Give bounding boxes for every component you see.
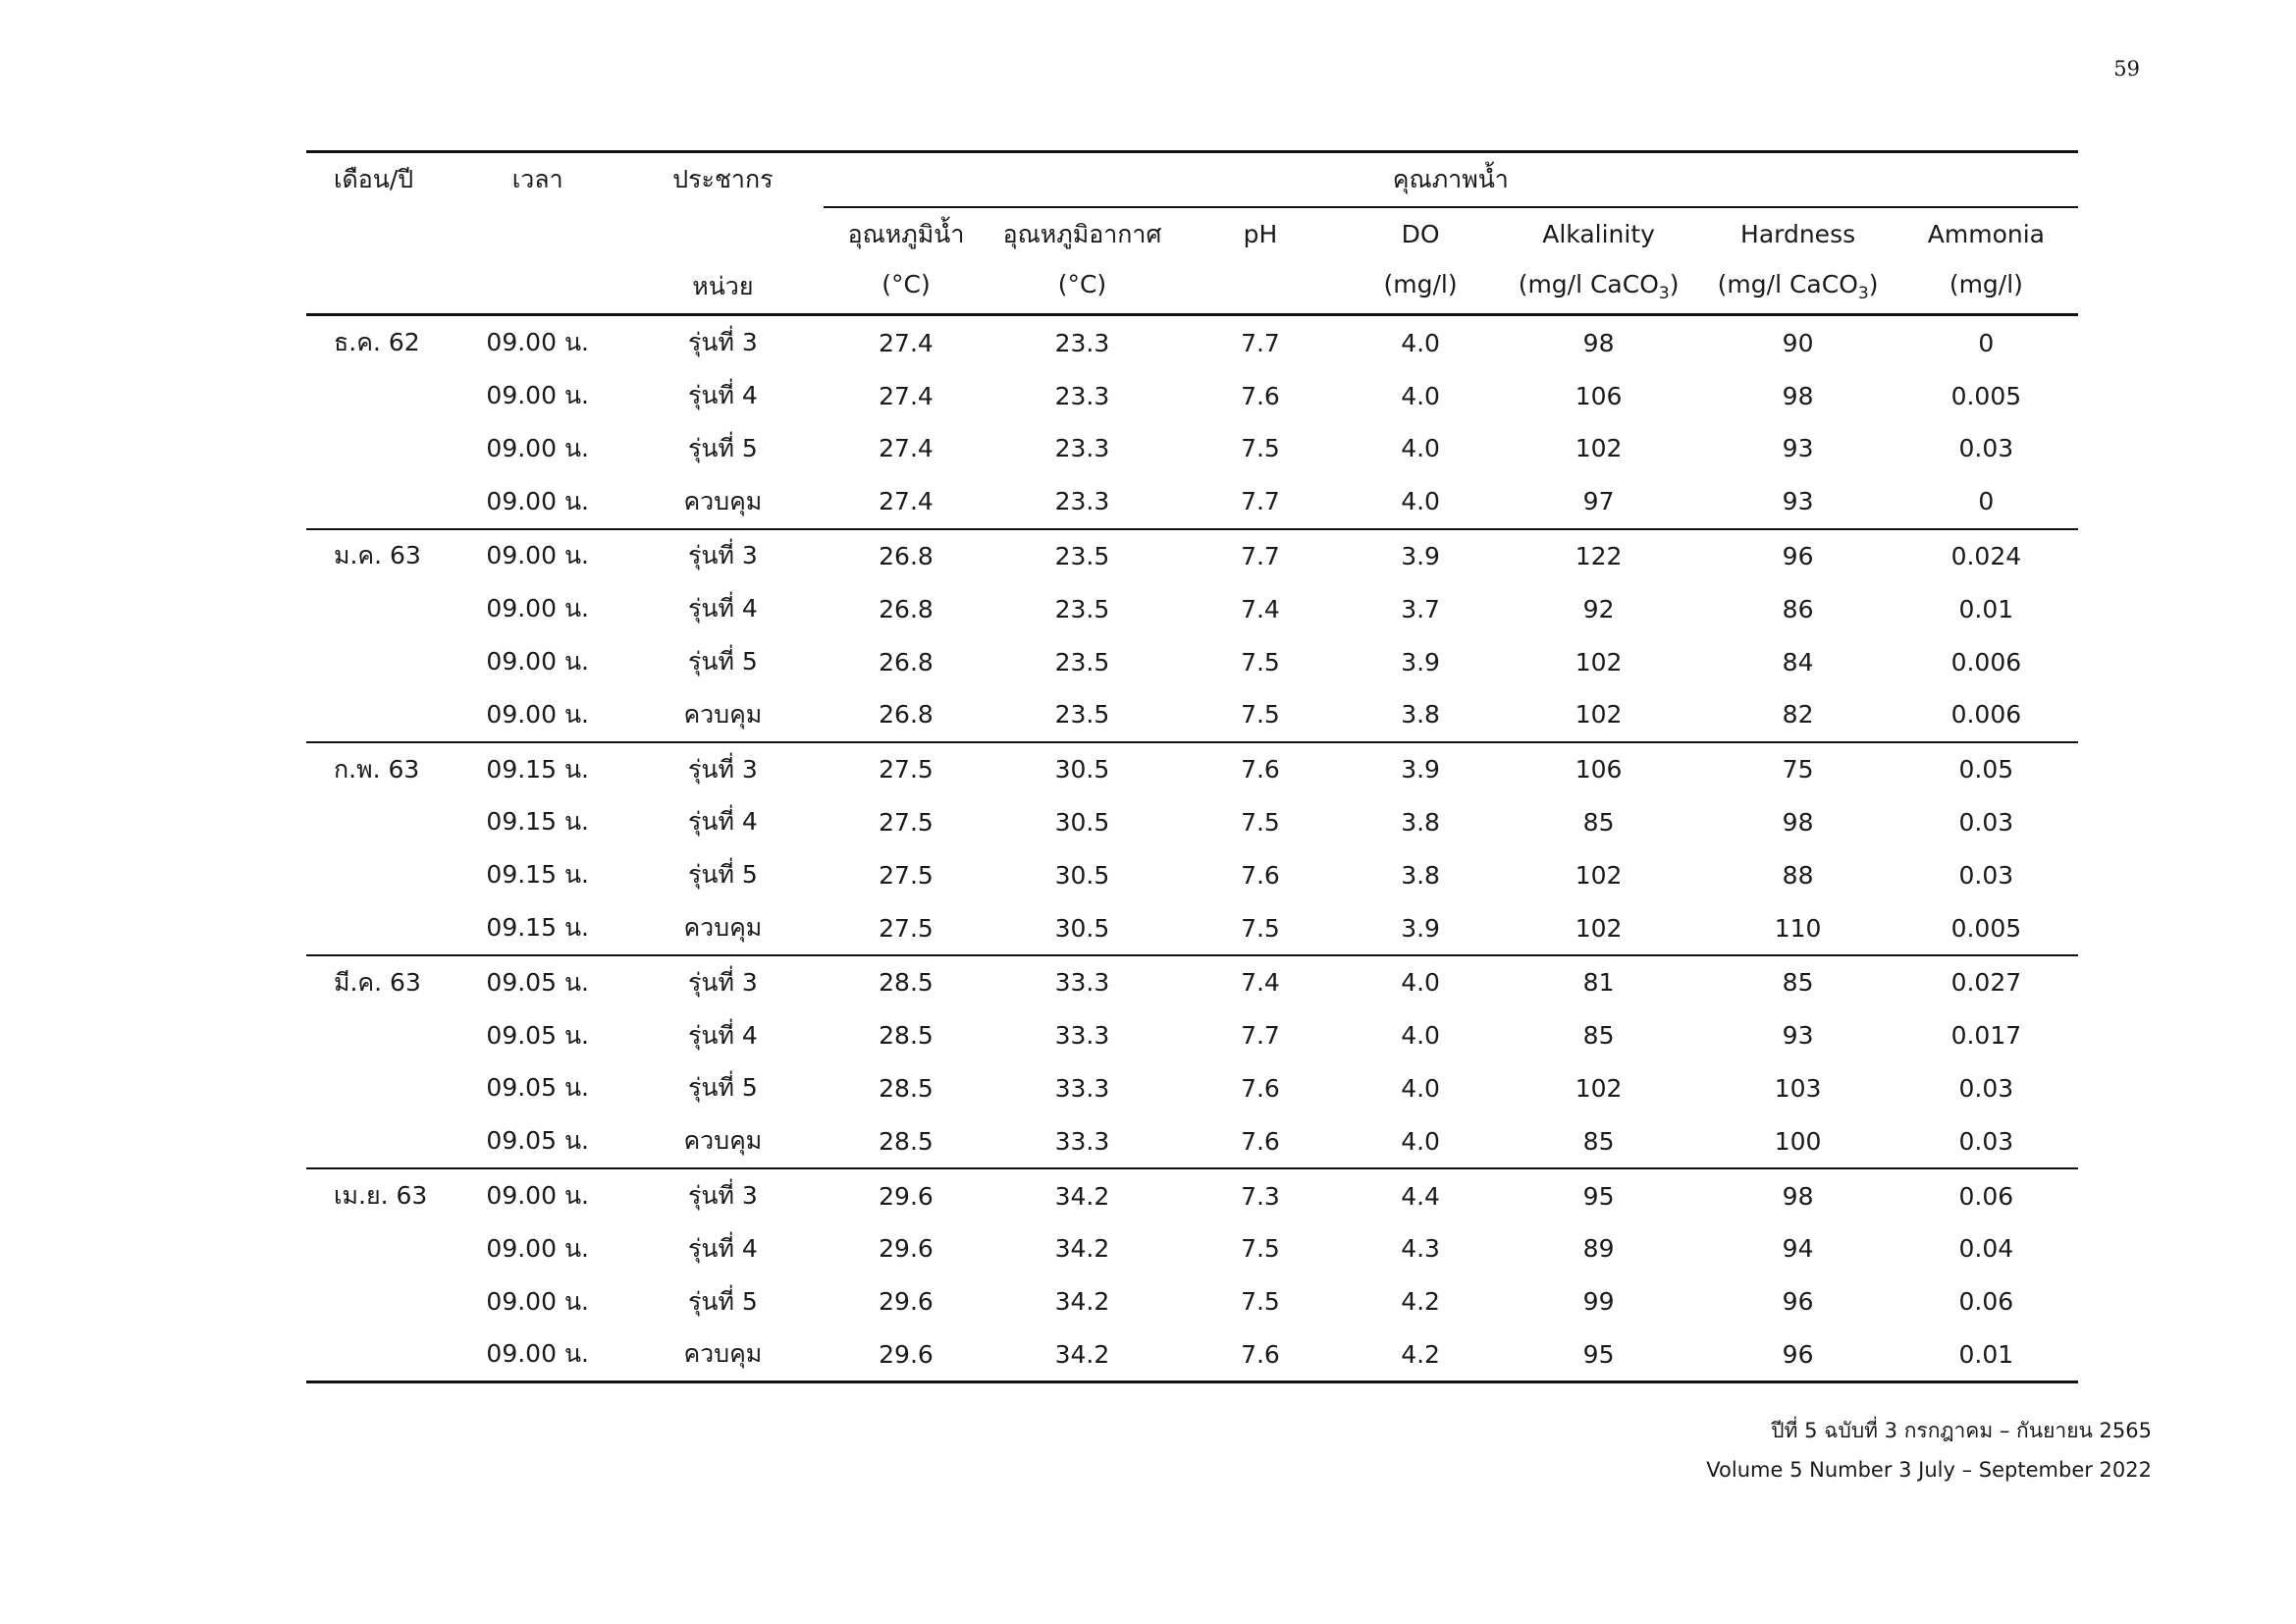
cell-month [306,369,453,422]
table-cell: 3.9 [1401,541,1440,570]
table-cell: 0.005 [1895,901,2078,955]
table-cell: 0.006 [1950,647,2022,677]
table-cell: 4.3 [1401,1234,1440,1264]
table-cell: 98 [1782,1181,1814,1211]
table-cell: 93 [1701,475,1894,529]
cell-month [306,582,453,635]
table-cell: 3.9 [1401,647,1440,677]
table-cell: 7.6 [1241,860,1280,890]
table-cell: รุ่นที่ 5 [687,1073,758,1103]
table-cell: 27.4 [879,328,934,357]
table-cell: 86 [1782,594,1814,623]
table-cell: 0.027 [1950,968,2022,998]
table-cell: 7.6 [1241,755,1280,785]
cell-month [306,1222,453,1275]
table-cell: 0.06 [1958,1181,2014,1211]
table-cell: 09.05 น. [486,1073,589,1103]
table-cell: 09.00 น. [486,1181,589,1211]
cell-month [306,796,453,849]
table-cell: 82 [1701,688,1894,742]
table-cell: 106 [1575,381,1623,410]
unit-tail: ) [1669,270,1680,299]
header-time: เวลา [453,152,622,207]
header-population: ประชากร [622,152,824,207]
table-cell: 92 [1582,594,1615,623]
table-cell: 09.00 น. [453,1328,622,1382]
table-cell: 29.6 [879,1234,934,1264]
table-cell: 0.006 [1895,688,2078,742]
table-cell: 23.5 [988,688,1175,742]
table-cell: 7.7 [1241,1021,1280,1051]
table-cell: 96 [1782,1287,1814,1317]
table-cell: 09.00 น. [486,1286,589,1316]
table-cell: 4.0 [1345,475,1495,529]
water-quality-table-container [306,150,2078,1383]
table-cell: 7.6 [1176,1114,1346,1168]
header-spacer [453,207,622,261]
table-cell: รุ่นที่ 5 [687,860,758,890]
table-cell: 0 [1895,475,2078,529]
table-cell: 09.00 น. [486,541,589,570]
table-cell: 0.04 [1958,1234,2014,1264]
cell-month [306,635,453,688]
table-cell: 0.01 [1895,1328,2078,1382]
header-column-unit [1895,261,2078,315]
table-row [306,1114,2078,1168]
table-row [306,635,2078,688]
table-cell: 28.5 [879,1021,934,1051]
table-cell: 0.03 [1958,434,2014,463]
table-cell: 90 [1782,328,1814,357]
table-cell: 98 [1782,381,1814,410]
table-cell: ควบคุม [622,901,824,955]
table-header [306,152,2078,315]
table-cell: 7.7 [1176,475,1346,529]
table-cell: 4.2 [1401,1287,1440,1317]
table-row [306,529,2078,583]
table-cell: 85 [1496,1114,1702,1168]
footer-english-issue: Volume 5 Number 3 July – September 2022 [1706,1458,2152,1482]
table-cell: รุ่นที่ 4 [687,1233,758,1263]
table-row [306,475,2078,529]
header-column-unit [1496,261,1702,315]
table-row [306,1168,2078,1222]
table-cell: 97 [1496,475,1702,529]
table-cell: รุ่นที่ 4 [687,1020,758,1050]
cell-month [306,688,453,742]
table-cell: 99 [1582,1287,1615,1317]
table-cell: 27.5 [824,901,989,955]
table-body [306,315,2078,1382]
table-cell: 26.8 [879,594,934,623]
table-cell: 27.4 [879,434,934,463]
table-cell: 85 [1782,968,1814,998]
cell-month: เม.ย. 63 [334,1181,428,1211]
table-cell: 34.2 [988,1328,1175,1382]
table-row [306,955,2078,1009]
table-cell: 29.6 [879,1181,934,1211]
cell-month [306,1062,453,1115]
cell-month [306,1328,453,1382]
table-cell: 94 [1782,1234,1814,1264]
header-unit-label: หน่วย [622,261,824,315]
table-cell: 0.017 [1950,1021,2022,1051]
table-cell: 09.00 น. [486,381,589,410]
table-cell: 85 [1582,807,1615,837]
table-cell: รุ่นที่ 3 [687,967,758,997]
table-cell: รุ่นที่ 5 [687,647,758,677]
table-cell: 28.5 [879,968,934,998]
table-cell: รุ่นที่ 4 [687,807,758,837]
table-cell: ควบคุม [622,1114,824,1168]
table-cell: 30.5 [1054,807,1110,837]
cell-month: ม.ค. 63 [334,541,421,570]
header-column-name: DO [1345,207,1495,261]
table-cell: รุ่นที่ 5 [687,1286,758,1316]
table-cell: 7.5 [1176,901,1346,955]
cell-month [306,422,453,475]
table-cell: 28.5 [879,1073,934,1103]
table-row [306,848,2078,901]
table-cell: 7.5 [1176,688,1346,742]
table-cell: 34.2 [1054,1181,1110,1211]
table-cell: 27.5 [879,755,934,785]
table-cell: 7.6 [1241,1073,1280,1103]
header-column-unit [824,261,989,315]
table-row [306,315,2078,369]
table-cell: 26.8 [879,541,934,570]
table-cell: 4.0 [1401,434,1440,463]
table-cell: 3.9 [1345,901,1495,955]
table-cell: 110 [1701,901,1894,955]
table-cell: 4.0 [1345,1114,1495,1168]
header-column-name: Hardness [1701,207,1894,261]
unit-tail: ) [1868,270,1879,299]
table-row [306,742,2078,796]
table-cell: 27.4 [879,381,934,410]
unit-text: (°C) [1057,270,1107,299]
table-row [306,688,2078,742]
table-cell: 27.5 [879,860,934,890]
unit-text: (mg/l CaCO [1717,270,1858,299]
unit-subscript: 3 [1658,284,1670,304]
unit-subscript: 3 [1857,284,1869,304]
table-cell: 4.0 [1401,968,1440,998]
table-cell: 3.7 [1401,594,1440,623]
table-cell: 0.005 [1950,381,2022,410]
table-cell: 23.3 [1054,434,1110,463]
table-cell: 81 [1582,968,1615,998]
header-column-name: Alkalinity [1496,207,1702,261]
table-cell: 7.5 [1241,1287,1280,1317]
table-cell: 09.00 น. [486,328,589,357]
table-cell: 0.03 [1895,1114,2078,1168]
table-cell: รุ่นที่ 4 [687,381,758,410]
header-spacer [306,207,453,261]
unit-text: (mg/l) [1949,270,2023,299]
table-cell: 23.5 [1054,541,1110,570]
table-cell: 102 [1575,860,1623,890]
table-cell: 4.4 [1401,1181,1440,1211]
table-cell: 0.06 [1958,1287,2014,1317]
unit-text: (mg/l) [1383,270,1458,299]
cell-month [306,1009,453,1062]
table-cell: 09.05 น. [486,967,589,997]
table-cell: 09.05 น. [486,1020,589,1050]
water-quality-table [306,150,2078,1383]
cell-month [306,1114,453,1168]
cell-month: มี.ค. 63 [334,967,421,997]
unit-text: (mg/l CaCO [1518,270,1659,299]
table-cell: 103 [1774,1073,1822,1103]
table-cell: 09.05 น. [453,1114,622,1168]
table-cell: 09.00 น. [486,594,589,623]
table-cell: 95 [1496,1328,1702,1382]
table-cell: 7.4 [1241,968,1280,998]
table-cell: 34.2 [1054,1234,1110,1264]
table-cell: 4.2 [1345,1328,1495,1382]
header-column-name: pH [1176,207,1346,261]
table-cell: 3.8 [1401,860,1440,890]
table-row [306,1009,2078,1062]
table-cell: รุ่นที่ 3 [687,328,758,357]
table-cell: 23.3 [988,475,1175,529]
table-row [306,901,2078,955]
table-cell: 7.5 [1241,807,1280,837]
table-row [306,1222,2078,1275]
table-cell: 102 [1496,901,1702,955]
table-cell: 7.6 [1176,1328,1346,1382]
cell-month [306,1275,453,1328]
table-cell: 23.3 [1054,381,1110,410]
header-spacer [306,261,453,315]
header-spacer [453,261,622,315]
table-cell: 09.00 น. [453,688,622,742]
table-row [306,1062,2078,1115]
unit-text: (°C) [881,270,931,299]
cell-month [306,848,453,901]
cell-month [306,901,453,955]
header-column-unit [1701,261,1894,315]
table-cell: 09.15 น. [486,860,589,890]
table-cell: 7.7 [1241,328,1280,357]
table-cell: 28.5 [824,1114,989,1168]
table-cell: 30.5 [988,901,1175,955]
table-cell: 98 [1582,328,1615,357]
header-spacer [622,207,824,261]
table-cell: 27.4 [824,475,989,529]
table-cell: 09.00 น. [486,1233,589,1263]
header-month: เดือน/ปี [306,152,453,207]
table-cell: ควบคุม [622,1328,824,1382]
table-cell: 0 [1978,328,1995,357]
table-cell: 96 [1701,1328,1894,1382]
table-cell: 29.6 [824,1328,989,1382]
table-cell: รุ่นที่ 4 [687,594,758,623]
table-cell: 93 [1782,1021,1814,1051]
table-cell: 85 [1582,1021,1615,1051]
table-cell: 0.024 [1950,541,2022,570]
table-row [306,1275,2078,1328]
table-cell: รุ่นที่ 3 [687,754,758,784]
table-row [306,369,2078,422]
table-cell: 33.3 [1054,1021,1110,1051]
table-row [306,422,2078,475]
table-cell: รุ่นที่ 5 [687,433,758,462]
header-column-name: อุณหภูมิน้ำ [824,207,989,261]
table-cell: 84 [1782,647,1814,677]
cell-month: ธ.ค. 62 [334,328,420,357]
table-cell: 102 [1575,647,1623,677]
table-cell: 7.4 [1241,594,1280,623]
table-cell: 0.03 [1958,860,2014,890]
table-cell: 4.0 [1401,381,1440,410]
header-water-quality: คุณภาพน้ำ [824,152,2078,207]
table-cell: 3.8 [1345,688,1495,742]
table-cell: 7.6 [1241,381,1280,410]
table-cell: 0.03 [1958,807,2014,837]
table-row [306,796,2078,849]
table-cell: 09.15 น. [486,807,589,837]
table-cell: 102 [1496,688,1702,742]
table-row [306,582,2078,635]
table-cell: 33.3 [1054,968,1110,998]
page-number: 59 [2113,57,2140,81]
table-cell: 33.3 [1054,1073,1110,1103]
table-cell: 09.15 น. [486,754,589,784]
table-cell: 7.5 [1241,647,1280,677]
table-cell: 27.5 [879,807,934,837]
table-cell: 95 [1582,1181,1615,1211]
cell-month: ก.พ. 63 [334,754,420,784]
table-cell: ควบคุม [622,688,824,742]
table-cell: 106 [1575,755,1623,785]
table-cell: 34.2 [1054,1287,1110,1317]
table-cell: 29.6 [879,1287,934,1317]
header-column-unit [1176,261,1346,315]
header-column-name: Ammonia [1895,207,2078,261]
table-cell: 4.0 [1401,328,1440,357]
table-cell: 23.5 [1054,594,1110,623]
table-cell: 7.3 [1241,1181,1280,1211]
table-cell: 09.15 น. [453,901,622,955]
table-cell: 98 [1782,807,1814,837]
table-cell: 88 [1782,860,1814,890]
table-cell: 0.03 [1958,1073,2014,1103]
table-cell: 122 [1575,541,1623,570]
table-cell: 102 [1575,1073,1623,1103]
table-cell: 30.5 [1054,860,1110,890]
table-cell: 7.5 [1241,434,1280,463]
table-cell: 7.5 [1241,1234,1280,1264]
table-cell: 0.01 [1958,594,2014,623]
table-cell: 0.05 [1958,755,2014,785]
table-cell: 23.5 [1054,647,1110,677]
table-cell: 09.00 น. [486,647,589,677]
table-cell: 26.8 [824,688,989,742]
table-cell: รุ่นที่ 3 [687,1181,758,1211]
table-cell: 100 [1701,1114,1894,1168]
table-cell: 4.0 [1401,1021,1440,1051]
header-column-unit [1345,261,1495,315]
table-cell: 7.7 [1241,541,1280,570]
table-cell: 09.00 น. [486,433,589,462]
table-row [306,1328,2078,1382]
table-cell: 26.8 [879,647,934,677]
table-cell: 4.0 [1401,1073,1440,1103]
footer-thai-issue: ปีที่ 5 ฉบับที่ 3 กรกฎาคม – กันยายน 2565 [1771,1419,2152,1442]
table-cell: 3.8 [1401,807,1440,837]
table-cell: ควบคุม [622,475,824,529]
table-cell: 33.3 [988,1114,1175,1168]
table-cell: 23.3 [1054,328,1110,357]
header-column-unit [988,261,1175,315]
table-cell: 89 [1582,1234,1615,1264]
table-cell: 102 [1575,434,1623,463]
table-cell: รุ่นที่ 3 [687,541,758,570]
cell-month [306,475,453,529]
table-cell: 30.5 [1054,755,1110,785]
table-cell: 75 [1782,755,1814,785]
header-column-name: อุณหภูมิอากาศ [988,207,1175,261]
table-cell: 93 [1782,434,1814,463]
table-cell: 09.00 น. [453,475,622,529]
table-cell: 96 [1782,541,1814,570]
table-cell: 3.9 [1401,755,1440,785]
